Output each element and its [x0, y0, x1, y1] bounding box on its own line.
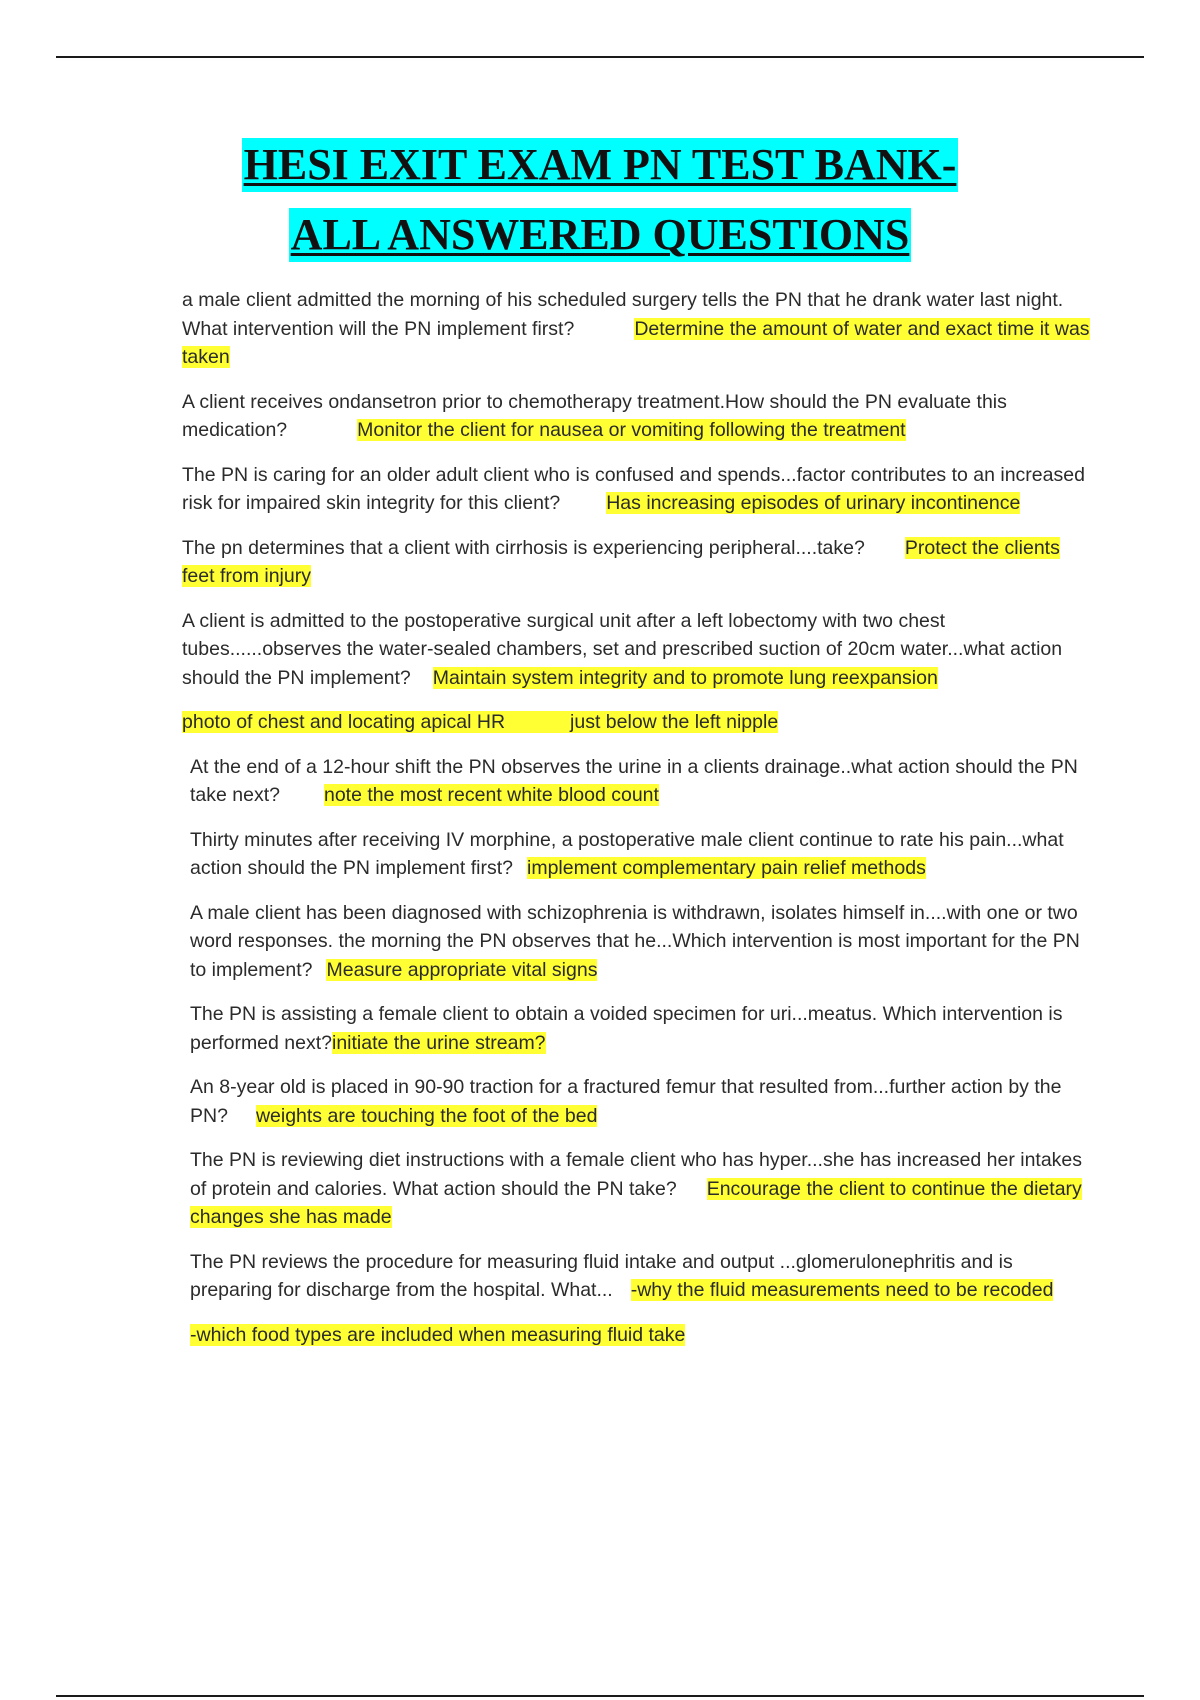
answer-highlight: Encourage the client to continue the dietary changes she has made [190, 1177, 1082, 1228]
question-text: The PN reviews the procedure for measuring fluid intake and output ...glomerulonephritis and is preparing for discharge from the hospital. What... [190, 1250, 1013, 1301]
title-line-1: HESI EXIT EXAM PN TEST BANK- [242, 138, 959, 192]
qa-item [182, 607, 1092, 693]
qa-item [190, 826, 1092, 883]
qa-item [190, 753, 1092, 810]
question-text: An 8-year old is placed in 90-90 traction for a fractured femur that resulted from...further action by the PN? [190, 1076, 1062, 1127]
answer-highlight: Has increasing episodes of urinary incontinence [606, 492, 1021, 514]
qa-item [190, 899, 1092, 985]
title-line-2: ALL ANSWERED QUESTIONS [289, 208, 912, 262]
qa-item [190, 1073, 1092, 1130]
question-text: A client is admitted to the postoperative surgical unit after a left lobectomy with two chest tubes......observes the water-sealed chambers, set and prescribed suction of 20cm water...what action should the PN implement? [182, 609, 1063, 689]
question-list [182, 286, 1092, 1365]
qa-item [190, 1000, 1092, 1057]
answer-highlight: Protect the clients feet from injury [182, 536, 1060, 587]
answer-highlight: Determine the amount of water and exact time it was taken [182, 317, 1090, 368]
question-text: The PN is caring for an older adult client who is confused and spends...factor contributes to an increased risk for impaired skin integrity for this client? [182, 463, 1085, 514]
qa-item [182, 461, 1092, 518]
answer-highlight: -why the fluid measurements need to be recoded [630, 1279, 1054, 1301]
answer-highlight: -which food types are included when measuring fluid take [190, 1323, 686, 1346]
answer-highlight: Monitor the client for nausea or vomiting following the treatment [357, 419, 906, 441]
question-text: The pn determines that a client with cirrhosis is experiencing peripheral....take? [182, 536, 865, 559]
qa-item [182, 708, 1092, 737]
qa-item [190, 1248, 1092, 1305]
question-text: a male client admitted the morning of his scheduled surgery tells the PN that he drank water last night. What intervention will the PN implement first? [182, 289, 1064, 340]
answer-highlight: weights are touching the foot of the bed [255, 1104, 598, 1127]
answer-highlight: Measure appropriate vital signs [326, 958, 598, 981]
answer-highlight: note the most recent white blood count [323, 784, 659, 806]
question-text: At the end of a 12-hour shift the PN observes the urine in a clients drainage..what action should the PN take next? [190, 755, 1078, 806]
qa-item [190, 1146, 1092, 1232]
answer-highlight: Maintain system integrity and to promote lung reexpansion [432, 666, 938, 689]
bottom-rule [56, 1695, 1144, 1697]
qa-item [182, 286, 1092, 372]
question-text: A client receives ondansetron prior to chemotherapy treatment.How should the PN evaluate this medication? [182, 390, 1007, 441]
qa-item [182, 534, 1092, 591]
answer-highlight: implement complementary pain relief methods [527, 857, 926, 879]
question-text: Thirty minutes after receiving IV morphine, a postoperative male client continue to rate his pain...what action should the PN implement first? [190, 828, 1064, 879]
answer-highlight: photo of chest and locating apical HR just below the left nipple [182, 711, 779, 733]
question-text: The PN is assisting a female client to obtain a voided specimen for uri...meatus. Which intervention is performed next? [190, 1003, 1063, 1054]
qa-item [190, 1321, 1092, 1350]
answer-highlight: initiate the urine stream? [332, 1031, 546, 1054]
top-rule [56, 56, 1144, 58]
question-text: A male client has been diagnosed with schizophrenia is withdrawn, isolates himself in....with one or two word responses. the morning the PN observes that he...Which intervention is most important for the PN to implement? [190, 901, 1080, 981]
document-title [0, 138, 1200, 262]
question-text: The PN is reviewing diet instructions with a female client who has hyper...she has increased her intakes of protein and calories. What action should the PN take? [190, 1149, 1083, 1200]
qa-item [182, 388, 1092, 445]
